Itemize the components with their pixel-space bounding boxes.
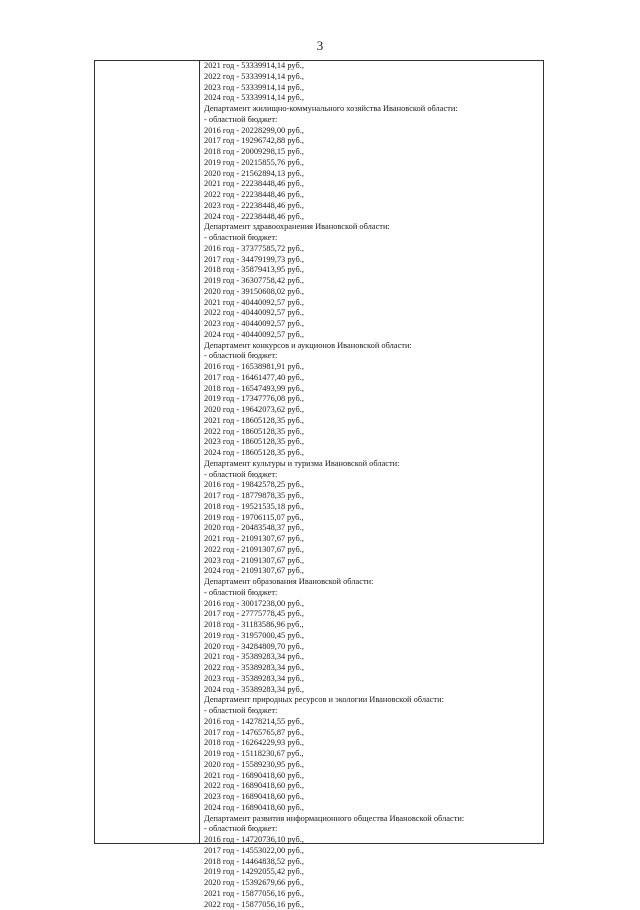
budget-line: 2017 год - 14765765,87 руб., <box>204 728 542 739</box>
budget-line: 2017 год - 14553022,00 руб., <box>204 846 542 857</box>
budget-line: - областной бюджет: <box>204 706 542 717</box>
budget-line: 2018 год - 35879413,95 руб., <box>204 265 542 276</box>
budget-line: Департамент природных ресурсов и экологии Ивановской области: <box>204 695 542 706</box>
budget-line: 2019 год - 36307758,42 руб., <box>204 276 542 287</box>
budget-line: Департамент конкурсов и аукционов Ивановской области: <box>204 341 542 352</box>
budget-line: 2016 год - 19842578,25 руб., <box>204 480 542 491</box>
budget-line: 2022 год - 53339914,14 руб., <box>204 72 542 83</box>
budget-line: 2021 год - 35389283,34 руб., <box>204 652 542 663</box>
budget-line: Департамент образования Ивановской области: <box>204 577 542 588</box>
budget-lines <box>204 61 542 910</box>
budget-line: 2021 год - 18605128,35 руб., <box>204 416 542 427</box>
budget-line: - областной бюджет: <box>204 233 542 244</box>
budget-line: - областной бюджет: <box>204 588 542 599</box>
budget-line: Департамент культуры и туризма Ивановской области: <box>204 459 542 470</box>
budget-line: 2019 год - 15118230,67 руб., <box>204 749 542 760</box>
budget-line: 2020 год - 19642073,62 руб., <box>204 405 542 416</box>
budget-line: 2016 год - 37377585,72 руб., <box>204 244 542 255</box>
budget-line: 2018 год - 16547493,99 руб., <box>204 384 542 395</box>
budget-line: 2023 год - 21091307,67 руб., <box>204 556 542 567</box>
budget-line: 2018 год - 19521535,18 руб., <box>204 502 542 513</box>
budget-line: Департамент здравоохранения Ивановской области: <box>204 222 542 233</box>
budget-line: 2021 год - 15877056,16 руб., <box>204 889 542 900</box>
budget-line: 2020 год - 21562894,13 руб., <box>204 169 542 180</box>
budget-line: 2018 год - 20009298,15 руб., <box>204 147 542 158</box>
budget-line: - областной бюджет: <box>204 115 542 126</box>
budget-line: 2024 год - 53339914,14 руб., <box>204 93 542 104</box>
budget-line: Департамент жилищно-коммунального хозяйства Ивановской области: <box>204 104 542 115</box>
budget-line: Департамент развития информационного общества Ивановской области: <box>204 814 542 825</box>
budget-line: 2020 год - 20483548,37 руб., <box>204 523 542 534</box>
budget-line: 2022 год - 22238448,46 руб., <box>204 190 542 201</box>
budget-line: 2021 год - 16890418,60 руб., <box>204 771 542 782</box>
budget-line: 2023 год - 22238448,46 руб., <box>204 201 542 212</box>
budget-line: - областной бюджет: <box>204 351 542 362</box>
budget-line: 2016 год - 20228299,00 руб., <box>204 126 542 137</box>
budget-line: 2020 год - 15589230,95 руб., <box>204 760 542 771</box>
budget-line: 2024 год - 16890418,60 руб., <box>204 803 542 814</box>
budget-line: 2021 год - 53339914,14 руб., <box>204 61 542 72</box>
budget-line: 2020 год - 34284809,70 руб., <box>204 642 542 653</box>
budget-line: 2023 год - 16890418,60 руб., <box>204 792 542 803</box>
budget-line: 2017 год - 34479199,73 руб., <box>204 255 542 266</box>
budget-line: 2019 год - 19706115,07 руб., <box>204 513 542 524</box>
budget-line: 2016 год - 16538981,91 руб., <box>204 362 542 373</box>
budget-line: 2024 год - 40440092,57 руб., <box>204 330 542 341</box>
budget-line: 2023 год - 40440092,57 руб., <box>204 319 542 330</box>
budget-line: 2023 год - 18605128,35 руб., <box>204 437 542 448</box>
budget-line: 2021 год - 40440092,57 руб., <box>204 298 542 309</box>
budget-line: 2021 год - 22238448,46 руб., <box>204 179 542 190</box>
budget-line: 2016 год - 14720736,10 руб., <box>204 835 542 846</box>
budget-line: 2017 год - 18779878,35 руб., <box>204 491 542 502</box>
budget-line: 2021 год - 21091307,67 руб., <box>204 534 542 545</box>
budget-line: 2019 год - 14292055,42 руб., <box>204 867 542 878</box>
column-divider <box>199 61 200 843</box>
budget-line: 2022 год - 35389283,34 руб., <box>204 663 542 674</box>
budget-line: 2022 год - 15877056,16 руб., <box>204 900 542 910</box>
budget-line: 2017 год - 19296742,88 руб., <box>204 136 542 147</box>
budget-line: 2023 год - 35389283,34 руб., <box>204 674 542 685</box>
budget-line: 2017 год - 27775778,45 руб., <box>204 609 542 620</box>
budget-line: 2019 год - 31957000,45 руб., <box>204 631 542 642</box>
budget-line: 2024 год - 18605128,35 руб., <box>204 448 542 459</box>
budget-line: - областной бюджет: <box>204 470 542 481</box>
budget-line: 2018 год - 31183586,96 руб., <box>204 620 542 631</box>
budget-line: 2024 год - 21091307,67 руб., <box>204 566 542 577</box>
budget-line: 2018 год - 14464838,52 руб., <box>204 857 542 868</box>
budget-line: 2016 год - 30017238,00 руб., <box>204 599 542 610</box>
budget-line: 2022 год - 40440092,57 руб., <box>204 308 542 319</box>
budget-line: 2022 год - 21091307,67 руб., <box>204 545 542 556</box>
budget-line: 2017 год - 16461477,40 руб., <box>204 373 542 384</box>
budget-table <box>94 60 544 844</box>
budget-line: 2023 год - 53339914,14 руб., <box>204 83 542 94</box>
budget-line: 2019 год - 20215855,76 руб., <box>204 158 542 169</box>
budget-line: 2022 год - 18605128,35 руб., <box>204 427 542 438</box>
budget-line: 2024 год - 35389283,34 руб., <box>204 685 542 696</box>
budget-line: 2016 год - 14278214,55 руб., <box>204 717 542 728</box>
budget-line: 2019 год - 17347776,08 руб., <box>204 394 542 405</box>
page-number: 3 <box>0 38 640 53</box>
budget-line: - областной бюджет: <box>204 824 542 835</box>
budget-line: 2018 год - 16264229,93 руб., <box>204 738 542 749</box>
budget-line: 2020 год - 15392679,66 руб., <box>204 878 542 889</box>
budget-line: 2022 год - 16890418,60 руб., <box>204 781 542 792</box>
budget-line: 2020 год - 39150608,02 руб., <box>204 287 542 298</box>
budget-line: 2024 год - 22238448,46 руб., <box>204 212 542 223</box>
